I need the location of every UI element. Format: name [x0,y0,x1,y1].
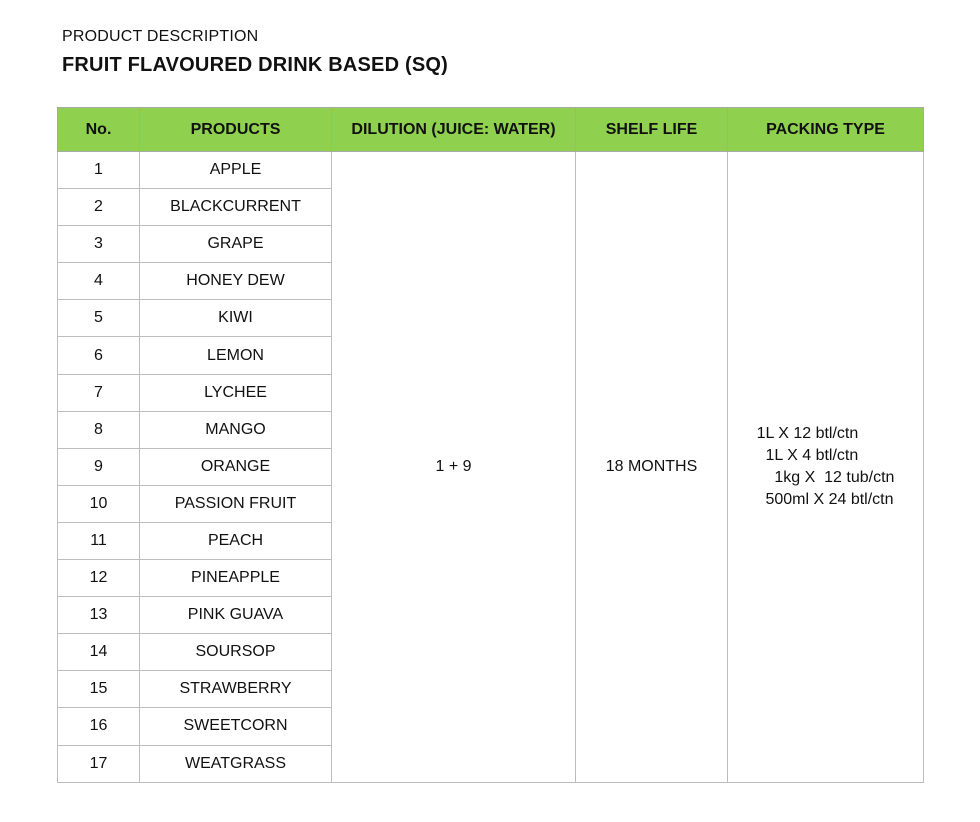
document-title: FRUIT FLAVOURED DRINK BASED (SQ) [62,54,449,76]
row-number-cell: 2 [58,189,140,226]
product-name-cell: GRAPE [140,226,332,263]
product-name-cell: PINEAPPLE [140,560,332,597]
row-number-cell: 10 [58,485,140,522]
packing-type-line: 1L X 12 btl/ctn [756,424,859,442]
product-name-cell: LEMON [140,337,332,374]
product-name-cell: APPLE [140,152,332,189]
product-name-cell: LYCHEE [140,374,332,411]
row-number-cell: 14 [58,634,140,671]
column-header-dilution: DILUTION (JUICE: WATER) [332,108,576,152]
packing-type-list [757,423,895,511]
product-name-cell: BLACKCURRENT [140,189,332,226]
row-number-cell: 6 [58,337,140,374]
row-number-cell: 9 [58,448,140,485]
row-number-cell: 16 [58,708,140,745]
product-name-cell: SOURSOP [140,634,332,671]
product-name-cell: PEACH [140,522,332,559]
table-header-row [58,108,924,152]
document-subtitle: PRODUCT DESCRIPTION [62,28,259,45]
product-name-cell: WEATGRASS [140,745,332,782]
product-name-cell: MANGO [140,411,332,448]
dilution-cell: 1 + 9 [332,152,576,783]
row-number-cell: 13 [58,597,140,634]
product-name-cell: SWEETCORN [140,708,332,745]
product-name-cell: KIWI [140,300,332,337]
packing-type-line: 1kg X 12 tub/ctn [756,468,895,486]
row-number-cell: 1 [58,152,140,189]
row-number-cell: 4 [58,263,140,300]
row-number-cell: 7 [58,374,140,411]
column-header-products: PRODUCTS [140,108,332,152]
packing-type-line: 1L X 4 btl/ctn [756,446,859,464]
table-body [58,152,924,783]
table-row [58,152,924,189]
packing-type-line: 500ml X 24 btl/ctn [756,490,894,508]
packing-type-cell [728,152,924,783]
product-name-cell: PINK GUAVA [140,597,332,634]
column-header-packing-type: PACKING TYPE [728,108,924,152]
row-number-cell: 15 [58,671,140,708]
row-number-cell: 11 [58,522,140,559]
row-number-cell: 5 [58,300,140,337]
product-table [57,107,924,783]
product-name-cell: PASSION FRUIT [140,485,332,522]
row-number-cell: 3 [58,226,140,263]
product-name-cell: HONEY DEW [140,263,332,300]
row-number-cell: 12 [58,560,140,597]
product-name-cell: STRAWBERRY [140,671,332,708]
row-number-cell: 17 [58,745,140,782]
product-name-cell: ORANGE [140,448,332,485]
row-number-cell: 8 [58,411,140,448]
shelf-life-cell: 18 MONTHS [576,152,728,783]
column-header-no: No. [58,108,140,152]
column-header-shelf-life: SHELF LIFE [576,108,728,152]
